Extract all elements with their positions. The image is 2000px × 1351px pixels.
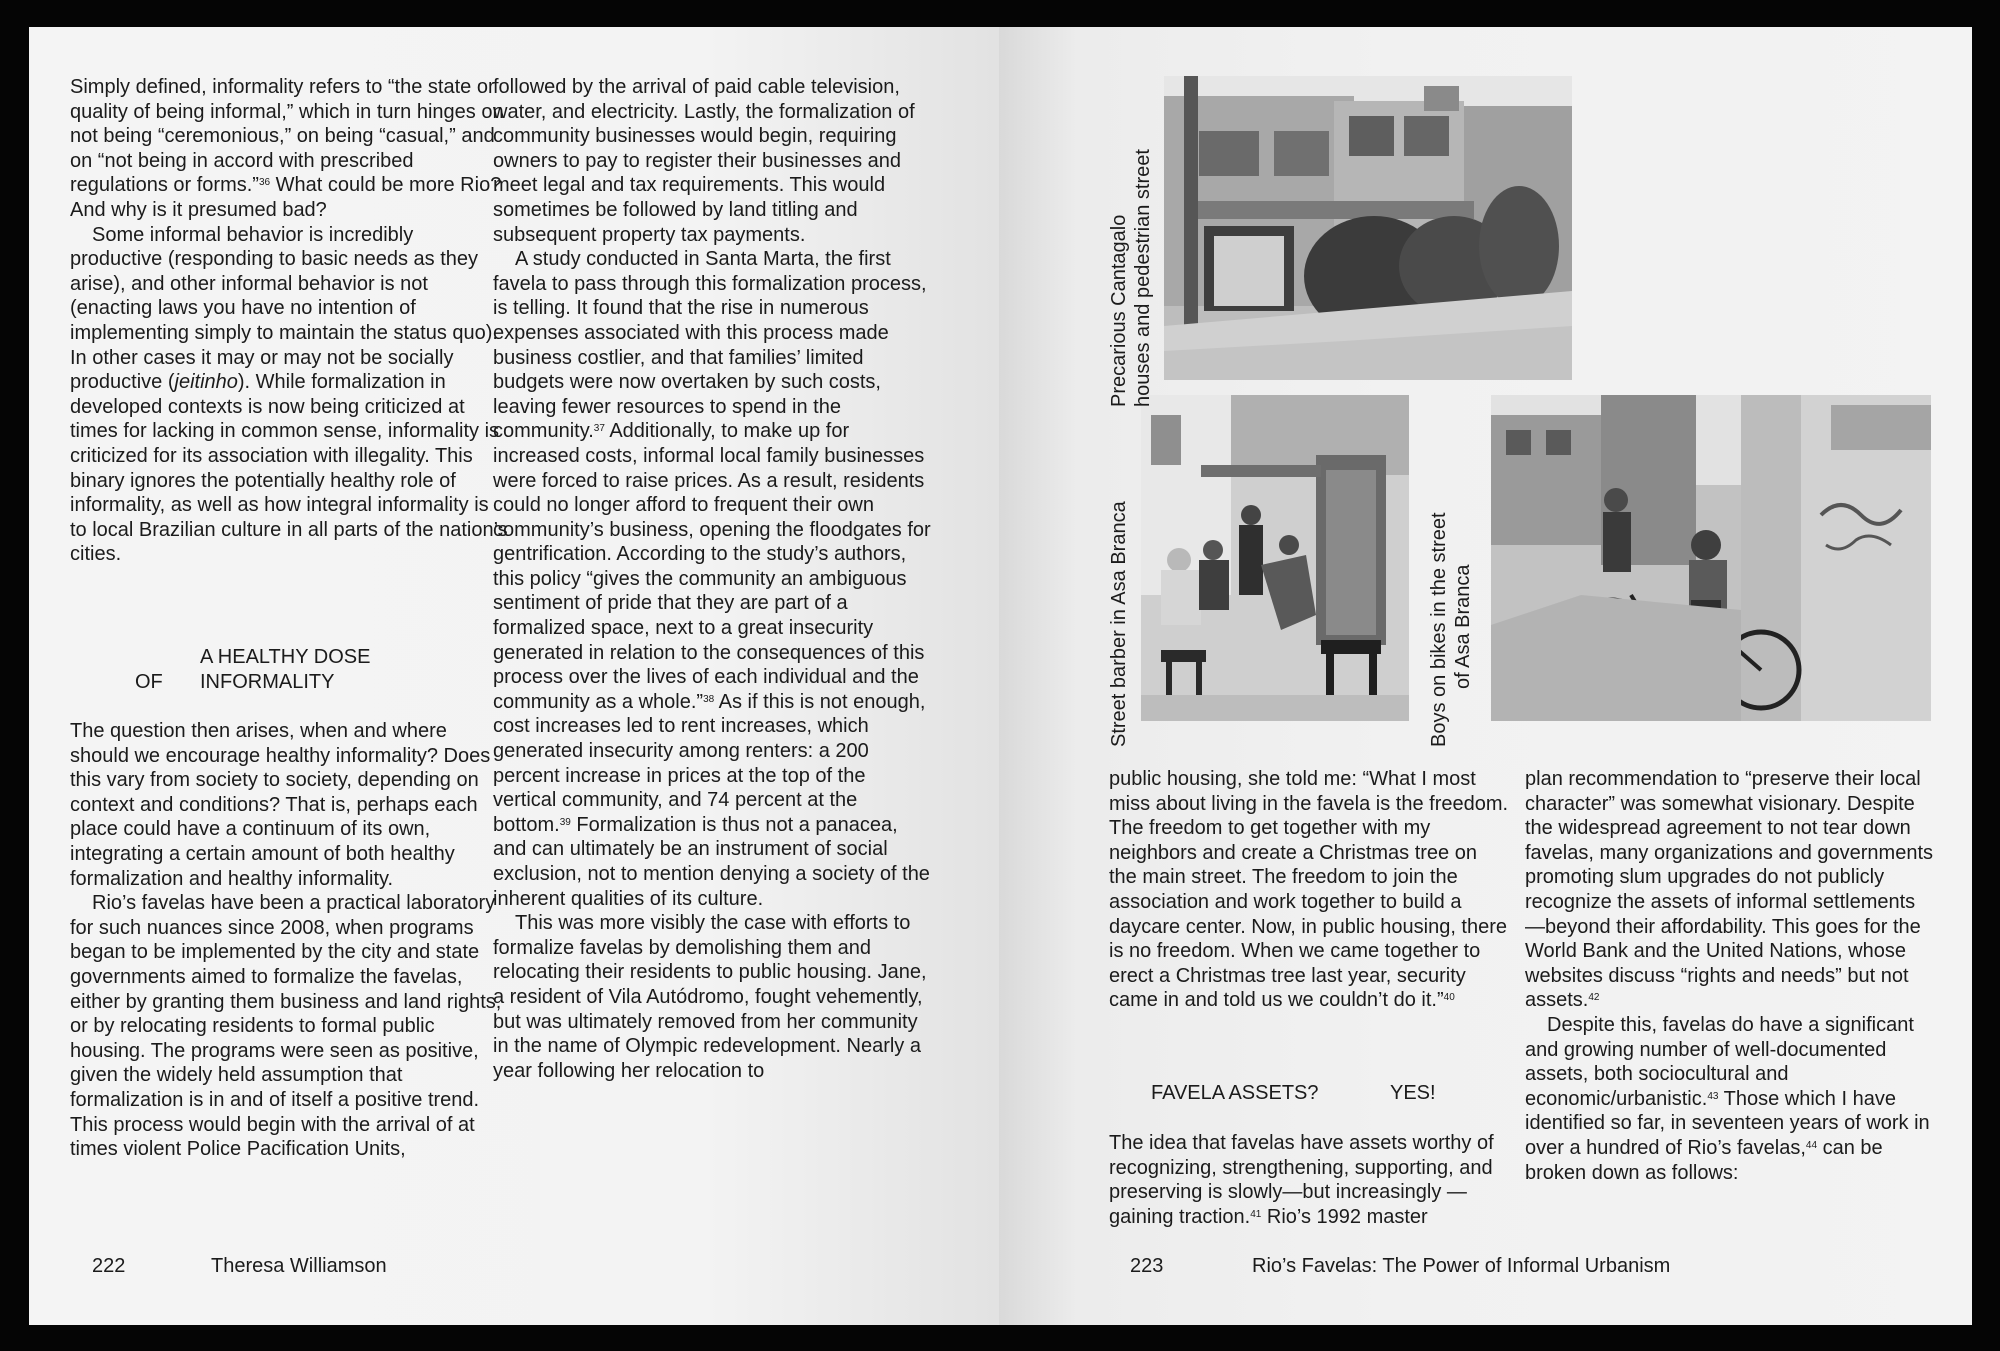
left-page <box>29 27 999 1325</box>
section-heading-of: OF <box>135 671 163 693</box>
paragraph: public housing, she told me: “What I most miss about living in the favela is the freedom. The freedom to get together with my neighbors and create a Christmas tree on the main street. The freedom to join the association and work together to build a daycare center. Now, in public housing, there is no freedom. When we came together to erect a Christmas tree last year, security came in and told us we couldn’t do it.”$^{40}$ <box>1109 768 1509 1012</box>
paragraph: This was more visibly the case with efforts to formalize favelas by demolishing them and relocating their residents to public housing. Jane, a resident of Vila Autódromo, fought vehemently, but was ultimately removed from her community in the name of Olympic redevelopment. Nearly a year following her relocation to <box>493 912 927 1082</box>
footnote-ref[interactable]: 40 <box>1443 992 1455 1004</box>
right-page <box>999 27 1972 1325</box>
left-column-1 <box>70 75 510 567</box>
paragraph: A study conducted in Santa Marta, the first favela to pass through this formalization process, is telling. It found that the rise in numerous expenses associated with this process made business costlier, and that families’ limited budgets were now overtaken by such costs, leaving fewer resources to spend in the community.$^{37}$ Additionally, to make up for increased costs, informal local family businesses were forced to raise prices. As a result, residents could no longer afford to frequent their own community’s business, opening the floodgates for gentrification. According to the study’s authors, this policy “gives the community an ambiguous sentiment of pride that they are part of a formalized space, next to a great insecurity generated in relation to the consequences of this process over the lives of each individual and the community as a whole.”$^{38}$ As if this is not enough, cost increases led to rent increases, which generated insecurity among renters: a 200 percent increase in prices at the top of the vertical community, and 74 percent at the bottom.$^{39}$ Formalization is thus not a panacea, and can ultimately be an instrument of social exclusion, not to mention denying a society of the inherent qualities of its culture. <box>493 248 931 910</box>
paragraph: followed by the arrival of paid cable television, water, and electricity. Lastly, the formalization of community businesses would begin, requiring owners to pay to register their businesses and meet legal and tax requirements. This would sometimes be followed by land titling and subsequent property tax payments. <box>493 76 915 246</box>
left-column-1-continued <box>70 719 510 1162</box>
street-barber-image <box>1141 395 1409 721</box>
paragraph: Rio’s favelas have been a practical laboratory for such nuances since 2008, when programs began to be implemented by the city and state governments aimed to formalize the favelas, either by granting them business and land rights, or by relocating residents to formal public housing. The programs were seen as positive, given the widely held assumption that formalization is in and of itself a positive trend. This process would begin with the arrival of at times violent Police Pacification Units, <box>70 892 502 1161</box>
paragraph: Despite this, favelas do have a significant and growing number of well-documented assets, both sociocultural and economic/urbanistic.$^{43}$ Those which I have identified so far, in seventeen years of work in over a hundred of Rio’s favelas,$^{44}$ can be broken down as follows: <box>1525 1013 1930 1184</box>
footnote-ref[interactable]: 41 <box>1250 1208 1262 1220</box>
caption-street-barber: Street barber in Asa Branca <box>1108 501 1130 747</box>
footnote-ref[interactable]: 39 <box>559 816 571 828</box>
footnote-ref[interactable]: 36 <box>258 177 271 189</box>
caption-cantagalo-houses: Precarious Cantagalo houses and pedestrian street <box>1108 149 1154 407</box>
running-head-author: Theresa Williamson <box>211 1255 387 1277</box>
running-head-title: Rio’s Favelas: The Power of Informal Urbanism <box>1252 1255 1671 1277</box>
footnote-ref[interactable]: 37 <box>593 423 605 435</box>
right-column-1 <box>1109 767 1509 1013</box>
right-column-1-continued <box>1109 1131 1509 1229</box>
footnote-ref[interactable]: 38 <box>703 693 715 705</box>
paragraph: Some informal behavior is incredibly productive (responding to basic needs as they arise), and other informal behavior is not (enacting laws you have no intention of implementing simply to maintain the status quo). In other cases it may or may not be socially productive (jeitinho). While formalization in developed contexts is now being criticized at times for lacking in common sense, informality is criticized for its association with illegality. This binary ignores the potentially healthy role of informality, as well as how integral informality is to local Brazilian culture in all parts of the nation’s cities. <box>70 223 508 566</box>
photo-street-barber <box>1141 395 1409 721</box>
paragraph: The idea that favelas have assets worthy of recognizing, strengthening, supporting, and preserving is slowly—but increasingly —gaining traction.$^{41}$ Rio’s 1992 master <box>1109 1132 1494 1228</box>
footnote-ref[interactable]: 42 <box>1588 992 1600 1004</box>
left-column-2 <box>493 75 933 1083</box>
paragraph: The question then arises, when and where should we encourage healthy informality? Does this vary from society to society, depending on context and conditions? That is, perhaps each place could have a continuum of its own, integrating a certain amount of both healthy formalization and healthy informality. <box>70 720 491 890</box>
footnote-ref[interactable]: 44 <box>1805 1139 1818 1151</box>
boys-on-bikes-image <box>1491 395 1931 721</box>
section-heading-favela-assets: FAVELA ASSETS? <box>1151 1082 1319 1104</box>
page-number-right: 223 <box>1130 1255 1164 1277</box>
page-number-left: 222 <box>92 1255 126 1277</box>
section-heading-healthy-dose: A HEALTHY DOSE <box>200 646 371 668</box>
photo-boys-on-bikes <box>1491 395 1931 721</box>
caption-boys-on-bikes: Boys on bikes in the street of Asa Branca <box>1428 512 1474 747</box>
footnote-ref[interactable]: 43 <box>1707 1090 1719 1102</box>
cantagalo-houses-image <box>1164 76 1572 380</box>
photo-cantagalo-houses <box>1164 76 1572 380</box>
right-column-2 <box>1525 767 1935 1185</box>
paragraph: plan recommendation to “preserve their local character” was somewhat visionary. Despite the widespread agreement to not tear down favelas, many organizations and governments promoting slum upgrades do not publicly recognize the assets of informal settlements—beyond their affordability. This goes for the World Bank and the United Nations, whose websites discuss “rights and needs” but not assets.$^{42}$ <box>1525 768 1934 1012</box>
section-heading-informality: INFORMALITY <box>200 671 335 693</box>
section-heading-yes: YES! <box>1390 1082 1436 1104</box>
paragraph: Simply defined, informality refers to “the state or quality of being informal,” which in turn hinges on not being “ceremonious,” on being “casual,” and on “not being in accord with prescribed regulations or forms.”$^{36}$ What could be more Rio? And why is it presumed bad? <box>70 76 504 221</box>
